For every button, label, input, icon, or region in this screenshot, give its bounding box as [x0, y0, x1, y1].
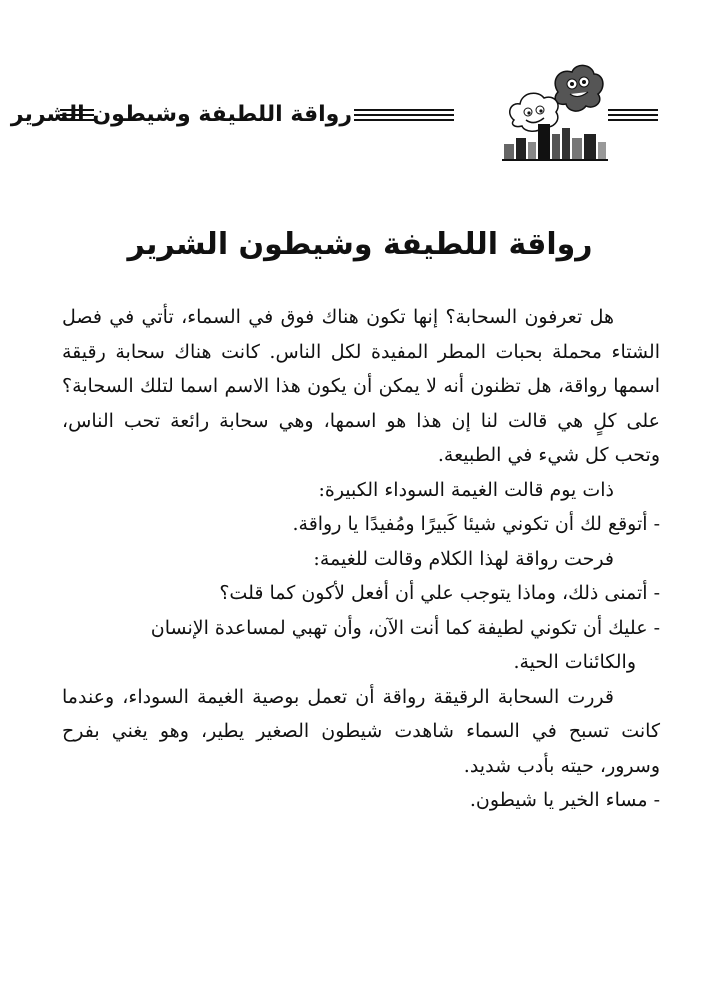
- dialogue-line: - مساء الخير يا شيطون.: [469, 789, 660, 811]
- paragraph: هل تعرفون السحابة؟ إنها تكون هناك فوق في السماء، تأتي في فصل الشتاء محملة بحبات المطر المفيدة لكل الناس. كانت هناك سحابة رقيقة اسمها رواقة، هل تظنون أنه لا يمكن أن يكون هذا الاسم اسما لتلك السحابة؟ على كلٍ هي قالت لنا إن هذا هو اسمها، وهي سحابة رائعة تحب الناس، وتحب كل شيء في الطبيعة.: [62, 306, 660, 466]
- dialogue-line: - أتوقع لك أن تكوني شيئا كَبيرًا ومُفيدًا يا رواقة.: [292, 513, 660, 535]
- story-body: [62, 300, 660, 818]
- paragraph: قررت السحابة الرقيقة رواقة أن تعمل بوصية الغيمة السوداء، وعندما كانت تسبح في السماء شاهدت شيطون الصغير يطير، وهو يغني بفرح وسرور، حيته بأدب شديد.: [62, 685, 660, 777]
- header-rule-middle: [354, 109, 454, 121]
- page-header: [10, 58, 660, 168]
- paragraph: ذات يوم قالت الغيمة السوداء الكبيرة:: [318, 478, 614, 501]
- dialogue-line: - أتمنى ذلك، وماذا يتوجب علي أن أفعل لأكون كما قلت؟: [219, 582, 660, 604]
- header-title: رواقة اللطيفة وشيطون الشرير: [10, 102, 352, 127]
- cloud-city-logo-icon: [500, 58, 608, 162]
- header-rule-right: [608, 109, 658, 121]
- paragraph: فرحت رواقة لهذا الكلام وقالت للغيمة:: [313, 547, 614, 570]
- story-title: رواقة اللطيفة وشيطون الشرير: [127, 227, 593, 262]
- dialogue-continuation: والكائنات الحية.: [513, 651, 636, 673]
- dialogue-line: - عليك أن تكوني لطيفة كما أنت الآن، وأن تهبي لمساعدة الإنسان: [150, 616, 660, 639]
